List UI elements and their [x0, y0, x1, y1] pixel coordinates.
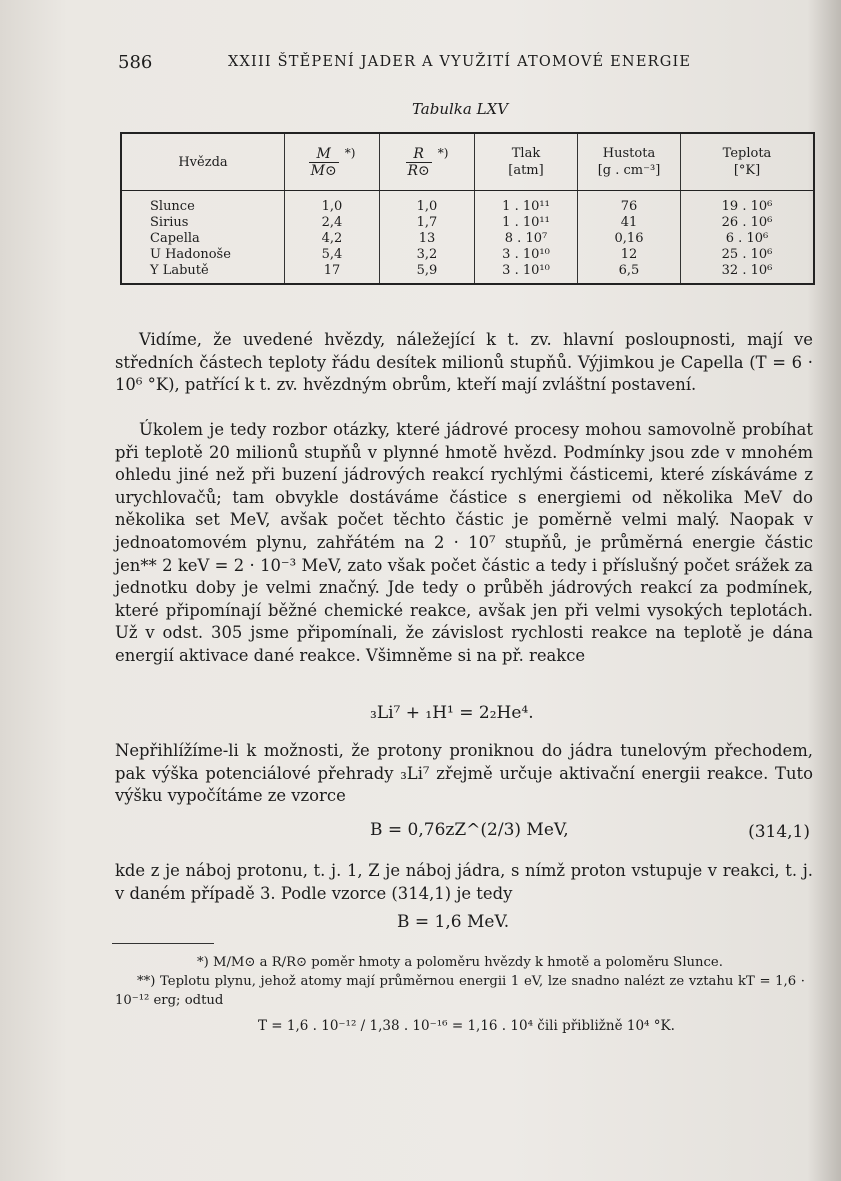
page-number: 586: [118, 52, 153, 73]
col-header-temperature: Teplota [°K]: [681, 133, 815, 191]
table-caption: Tabulka LXV: [411, 100, 509, 118]
temperature-value: 19 . 10⁶: [681, 191, 815, 216]
mass-value: 17: [285, 263, 380, 284]
mass-value: 5,4: [285, 247, 380, 263]
table-row: [121, 191, 814, 216]
paragraph-potential-barrier: [115, 740, 813, 808]
density-value: 41: [578, 215, 681, 231]
equation-barrier-height: B = 0,76zZ^(2/3) MeV,: [370, 820, 569, 840]
temperature-value: 26 . 10⁶: [681, 215, 815, 231]
radius-value: 13: [380, 231, 475, 247]
density-value: 6,5: [578, 263, 681, 284]
paragraph-charges: [115, 860, 813, 905]
star-name: U Hadonoše: [150, 247, 231, 262]
chapter-title: XXIII ŠTĚPENÍ JADER A VYUŽITÍ ATOMOVÉ ENERGIE: [228, 54, 692, 70]
pressure-value: 8 . 10⁷: [475, 231, 578, 247]
table-row: [121, 247, 814, 263]
paragraph-text: Vidíme, že uvedené hvězdy, náležející k t. zv. hlavní posloupnosti, mají ve středních částech teploty řádu desítek milionů stupňů. Výjimkou je Capella (T = 6 · 10⁶ °K), patřící k t. zv. hvězdným obrům, kteří mají zvláštní postavení.: [115, 330, 813, 395]
radius-ratio-fraction: $\frac{R}{R⊙}$: [407, 145, 430, 179]
paragraph-reaction-conditions: [115, 419, 813, 668]
star-name: Capella: [150, 231, 200, 246]
star-name: Slunce: [150, 199, 195, 214]
equation-barrier-result: B = 1,6 MeV.: [397, 912, 510, 932]
star-data-table: [120, 132, 815, 285]
temperature-value: 6 . 10⁶: [681, 231, 815, 247]
density-value: 76: [578, 191, 681, 216]
radius-value: 5,9: [380, 263, 475, 284]
temperature-value: 25 . 10⁶: [681, 247, 815, 263]
footnote-divider: [112, 943, 214, 944]
star-name: Sirius: [150, 215, 189, 230]
table-row: [121, 231, 814, 247]
col-header-mass-ratio: $\frac{M}{M⊙}$ *): [285, 133, 380, 191]
pressure-value: 1 . 10¹¹: [475, 215, 578, 231]
mass-value: 2,4: [285, 215, 380, 231]
paragraph-text: Nepřihlížíme-li k možnosti, že protony proniknou do jádra tunelovým přechodem, pak výška potenciálové přehrady ₃Li⁷ zřejmě určuje aktivační energii reakce. Tuto výšku vypočítáme ze vzorce: [115, 741, 813, 806]
col-header-star: Hvězda: [121, 133, 285, 191]
mass-value: 4,2: [285, 231, 380, 247]
pressure-value: 1 . 10¹¹: [475, 191, 578, 216]
temperature-value: 32 . 10⁶: [681, 263, 815, 284]
paragraph-main-sequence: [115, 329, 813, 397]
footnote-formula: T = 1,6 . 10⁻¹² / 1,38 . 10⁻¹⁶ = 1,16 . 10⁴ čili přibližně 10⁴ °K.: [258, 1018, 675, 1034]
col-header-pressure: Tlak [atm]: [475, 133, 578, 191]
paragraph-text: kde z je náboj protonu, t. j. 1, Z je náboj jádra, s nímž proton vstupuje v reakci, t. j. v daném případě 3. Podle vzorce (314,1) je tedy: [115, 861, 813, 903]
density-value: 0,16: [578, 231, 681, 247]
radius-value: 1,7: [380, 215, 475, 231]
col-header-density: Hustota [g . cm⁻³]: [578, 133, 681, 191]
mass-ratio-fraction: $\frac{M}{M⊙}$: [310, 145, 337, 179]
table-row: [121, 263, 814, 284]
pressure-value: 3 . 10¹⁰: [475, 247, 578, 263]
density-value: 12: [578, 247, 681, 263]
mass-value: 1,0: [285, 191, 380, 216]
paragraph-text: Úkolem je tedy rozbor otázky, které jádrové procesy mohou samovolně probíhat při teplotě 20 milionů stupňů v plynné hmotě hvězd. Podmínky jsou zde v mnohém ohledu jiné než při buzení jádrových reakcí rychlými částicemi, které získáváme z urychlovačů; tam obvykle dostáváme částice s energiemi od několika MeV do několika set MeV, avšak počet těchto částic je poměrně velmi malý. Naopak v jednoatomovém plynu, zahřátém na 2 · 10⁷ stupňů, je průměrná energie částic jen** 2 keV = 2 · 10⁻³ MeV, zato však počet částic a tedy i příslušný počet srážek za jednotku doby je velmi značný. Jde tedy o průběh jádrových reakcí za podmínek, které připomínají běžné chemické reakce, avšak jen při velmi vysokých teplotách. Už v odst. 305 jsme připomínali, že závislost rychlosti reakce na teplotě je dána energií aktivace dané reakce. Všimněme si na př. reakce: [115, 420, 813, 665]
footnote-temperature: **) Teplotu plynu, jehož atomy mají průměrnou energii 1 eV, lze snadno nalézt ze vztahu kT = 1,6 · 10⁻¹² erg; odtud: [115, 974, 805, 1008]
star-name: Y Labutě: [150, 263, 209, 278]
table-header-row: [121, 133, 814, 191]
radius-value: 3,2: [380, 247, 475, 263]
equation-number: (314,1): [748, 822, 810, 842]
col-header-radius-ratio: $\frac{R}{R⊙}$ *): [380, 133, 475, 191]
footnote-ratio: *) M/M⊙ a R/R⊙ poměr hmoty a poloměru hvězdy k hmotě a poloměru Slunce.: [197, 955, 723, 970]
radius-value: 1,0: [380, 191, 475, 216]
pressure-value: 3 . 10¹⁰: [475, 263, 578, 284]
equation-lithium-reaction: ₃Li⁷ + ₁H¹ = 2₂He⁴.: [370, 703, 534, 723]
table-row: [121, 215, 814, 231]
footnotes: [115, 953, 805, 1010]
